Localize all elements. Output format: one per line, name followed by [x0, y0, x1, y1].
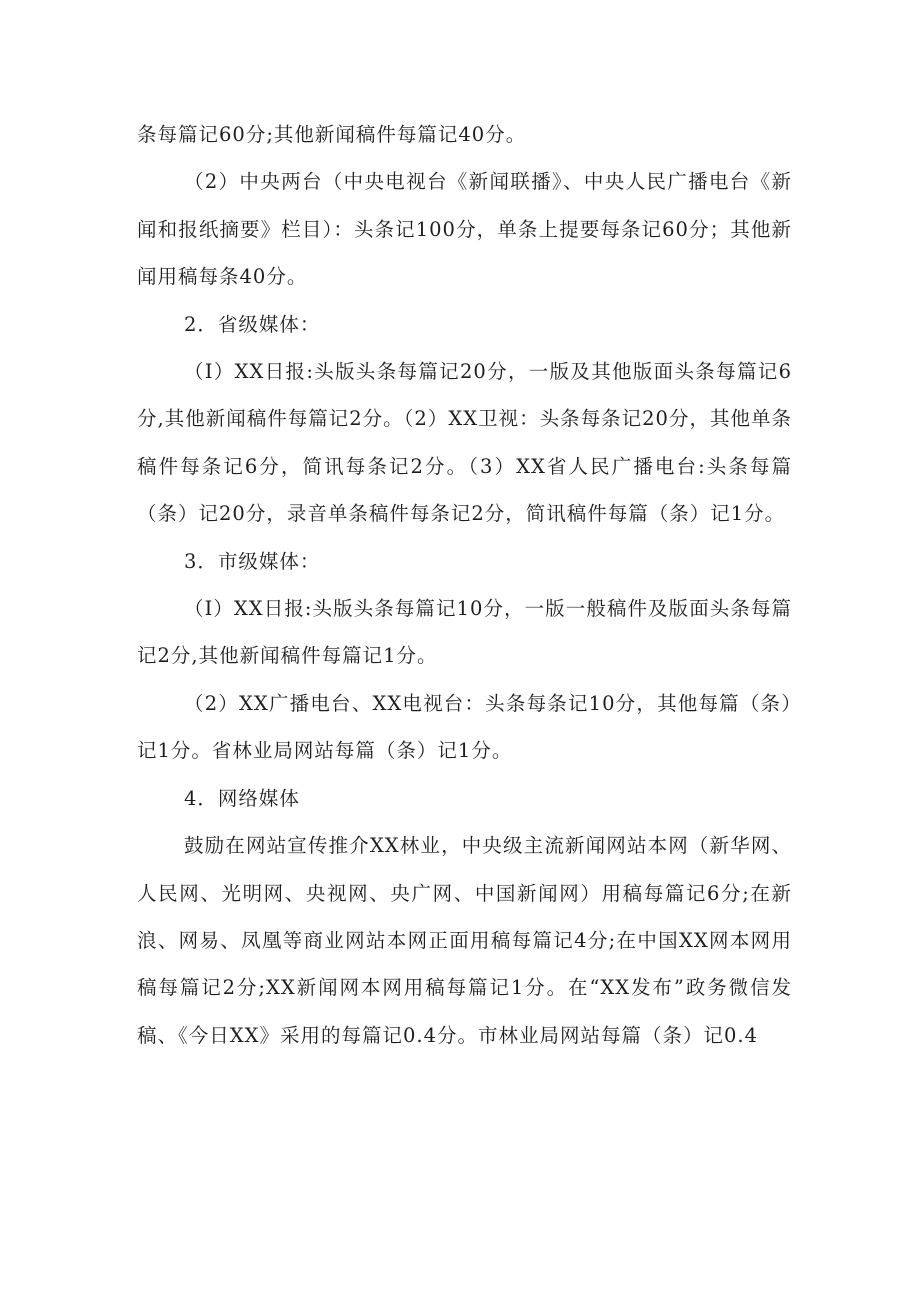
paragraph-continuation: 条每篇记60分;其他新闻稿件每篇记40分。	[137, 123, 527, 146]
paragraph-municipal-broadcast: （2）XX广播电台、XX电视台：头条每条记10分，其他每篇（条）记1分。省林业局网站每篇（条）记1分。	[137, 691, 792, 763]
paragraph-provincial-media: （I）XX日报:头版头条每篇记20分，一版及其他版面头条每篇记6分,其他新闻稿件每篇记2分。（2）XX卫视：头条每条记20分，其他单条稿件每条记6分，简讯每条记2分。（3）XX省人民广播电台:头条每篇（条）记20分，录音单条稿件每条记2分，简讯稿件每篇（条）记1分。	[137, 360, 792, 526]
heading-online-media: 4．网络媒体	[184, 786, 300, 810]
heading-municipal-media: 3．市级媒体：	[184, 549, 321, 573]
document-body	[137, 111, 792, 1059]
paragraph-online-media: 鼓励在网站宣传推介XX林业，中央级主流新闻网站本网（新华网、人民网、光明网、央视网、央广网、中国新闻网）用稿每篇记6分;在新浪、网易、凤凰等商业网站本网正面用稿每篇记4分;在中国XX网本网用稿每篇记2分;XX新闻网本网用稿每篇记1分。在“XX发布”政务微信发稿、《今日XX》采用的每篇记0.4分。市林业局网站每篇（条）记0.4	[137, 834, 792, 1047]
heading-provincial-media: 2．省级媒体：	[184, 312, 321, 336]
paragraph-central-two-stations: （2）中央两台（中央电视台《新闻联播》、中央人民广播电台《新闻和报纸摘要》栏目）：头条记100分，单条上提要每条记60分；其他新闻用稿每条40分。	[137, 170, 792, 289]
paragraph-municipal-daily: （I）XX日报:头版头条每篇记10分，一版一般稿件及版面头条每篇记2分,其他新闻稿件每篇记1分。	[137, 597, 792, 668]
